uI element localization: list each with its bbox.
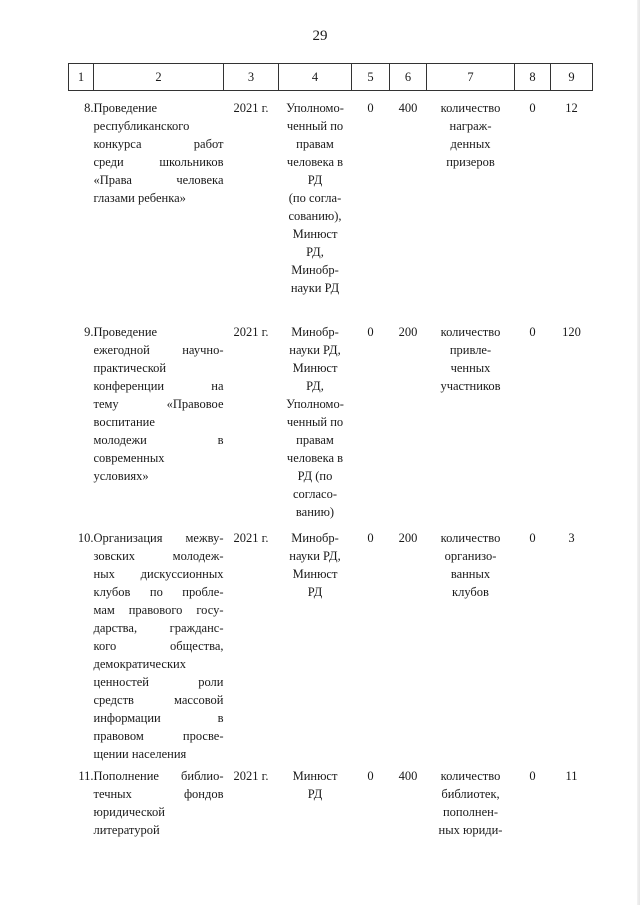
text-line: Минюст [292,769,338,783]
text-line: денных [450,137,491,151]
executor-cell [279,523,352,763]
text-line: науки РД, [289,343,341,357]
row-number: 11. [78,769,94,783]
text-line: библиотек, [441,787,500,801]
text-line: ченных [450,361,491,375]
text-line: ных дискуссионных [93,567,224,581]
text-line: количество [440,101,501,115]
text-line: организо- [444,549,497,563]
text-line: Пополнение библио- [93,769,224,783]
table-header-row [69,64,593,91]
text-line: конференции на [93,379,224,393]
text-line: информации в [93,711,224,725]
row-number: 9. [84,325,94,339]
indicator-cell [427,91,515,318]
value-cell: 0 [529,101,536,115]
text-line: ченный по [286,415,344,429]
value-cell: 0 [529,769,536,783]
text-line: молодежи в [93,433,224,447]
text-line: Минюст [292,567,338,581]
table-row [69,763,593,839]
indicator-cell [427,317,515,523]
text-line: участников [440,379,501,393]
text-line: дарства, граждaнс- [93,621,224,635]
value-cell: 400 [398,769,418,783]
text-line: Проведение [93,101,158,115]
text-line: количество [440,325,501,339]
year-cell: 2021 г. [233,769,269,783]
table-row [69,523,593,763]
text-line: количество [440,531,501,545]
text-line: средств массовой [93,693,224,707]
value-cell: 0 [367,531,374,545]
row-number: 10. [77,531,94,545]
text-line: воспитание [93,415,155,429]
value-cell: 0 [529,325,536,339]
text-line: Минобр- [291,531,339,545]
text-line: правам [296,433,334,447]
value-cell: 120 [562,325,581,339]
text-line: (по согла- [288,191,342,205]
year-cell: 2021 г. [233,325,269,339]
value-cell: 0 [367,325,374,339]
row-number: 8. [84,101,94,115]
text-line: юридической [93,805,165,819]
executor-cell [279,91,352,318]
text-line: РД, [306,379,324,393]
text-line: Проведение [93,325,158,339]
text-line: РД, [306,245,324,259]
value-cell: 0 [529,531,536,545]
text-line: Уполномо- [286,397,344,411]
text-line: привле- [449,343,492,357]
text-line: литературой [93,823,160,837]
text-line: среди школьников [93,155,224,169]
text-line: течных фондов [93,787,224,801]
indicator-cell [427,523,515,763]
text-line: ченный по [286,119,344,133]
column-header: 4 [279,64,352,91]
text-line: человека в [286,155,344,169]
text-line: кого общества, [93,639,224,653]
value-cell: 200 [398,531,418,545]
text-line: науки РД, [289,549,341,563]
table-row [69,91,593,318]
text-line: правам [296,137,334,151]
text-line: зовских молодеж- [93,549,224,563]
text-line: РД [307,173,323,187]
text-line: пополнен- [442,805,499,819]
text-line: щении населения [93,747,187,761]
text-line: ванных [450,567,491,581]
text-line: клубов [452,585,489,599]
activity-name [94,317,224,523]
text-line: современных [93,451,165,465]
indicator-cell [427,763,515,839]
text-line: призеров [446,155,495,169]
year-cell: 2021 г. [233,101,269,115]
year-cell: 2021 г. [233,531,269,545]
text-line: республиканского [93,119,190,133]
text-line: ежегодной научно- [93,343,224,357]
text-line: РД [307,585,323,599]
text-line: условиях» [93,469,149,483]
text-line: демократических [93,657,186,671]
activity-name [94,523,224,763]
text-line: согласо- [292,487,338,501]
column-header: 8 [515,64,551,91]
text-line: ных юриди- [438,823,503,837]
value-cell: 0 [367,101,374,115]
column-header: 7 [427,64,515,91]
text-line: мам правового госу- [93,603,224,617]
activity-name [94,91,224,318]
page-number: 29 [312,28,328,44]
activities-table [68,63,593,839]
executor-cell [279,763,352,839]
column-header: 2 [94,64,224,91]
activity-name [94,763,224,839]
text-line: тему «Правовое [93,397,224,411]
text-line: «Права человека [93,173,224,187]
text-line: ценностей роли [93,675,224,689]
text-line: человека в [286,451,344,465]
text-line: клубов по пробле- [93,585,224,599]
column-header: 6 [390,64,427,91]
column-header: 3 [224,64,279,91]
value-cell: 11 [565,769,578,783]
value-cell: 400 [398,101,418,115]
text-line: РД [307,787,323,801]
value-cell: 3 [568,531,575,545]
text-line: сованию), [288,209,342,223]
text-line: Минюст [292,227,338,241]
text-line: Уполномо- [286,101,344,115]
text-line: РД (по [297,469,333,483]
column-header: 9 [551,64,593,91]
value-cell: 200 [398,325,418,339]
executor-cell [279,317,352,523]
column-header: 5 [352,64,390,91]
text-line: конкурса работ [93,137,224,151]
text-line: практической [93,361,167,375]
table-row [69,317,593,523]
value-cell: 12 [565,101,578,115]
text-line: ванию) [295,505,335,519]
text-line: награж- [449,119,492,133]
text-line: Минобр- [291,263,339,277]
text-line: Минобр- [291,325,339,339]
text-line: Организация межву- [93,531,224,545]
text-line: науки РД [290,281,340,295]
text-line: Минюст [292,361,338,375]
text-line: глазами ребенка» [93,191,186,205]
text-line: количество [440,769,501,783]
text-line: правовом просве- [93,729,224,743]
value-cell: 0 [367,769,374,783]
column-header: 1 [69,64,94,91]
